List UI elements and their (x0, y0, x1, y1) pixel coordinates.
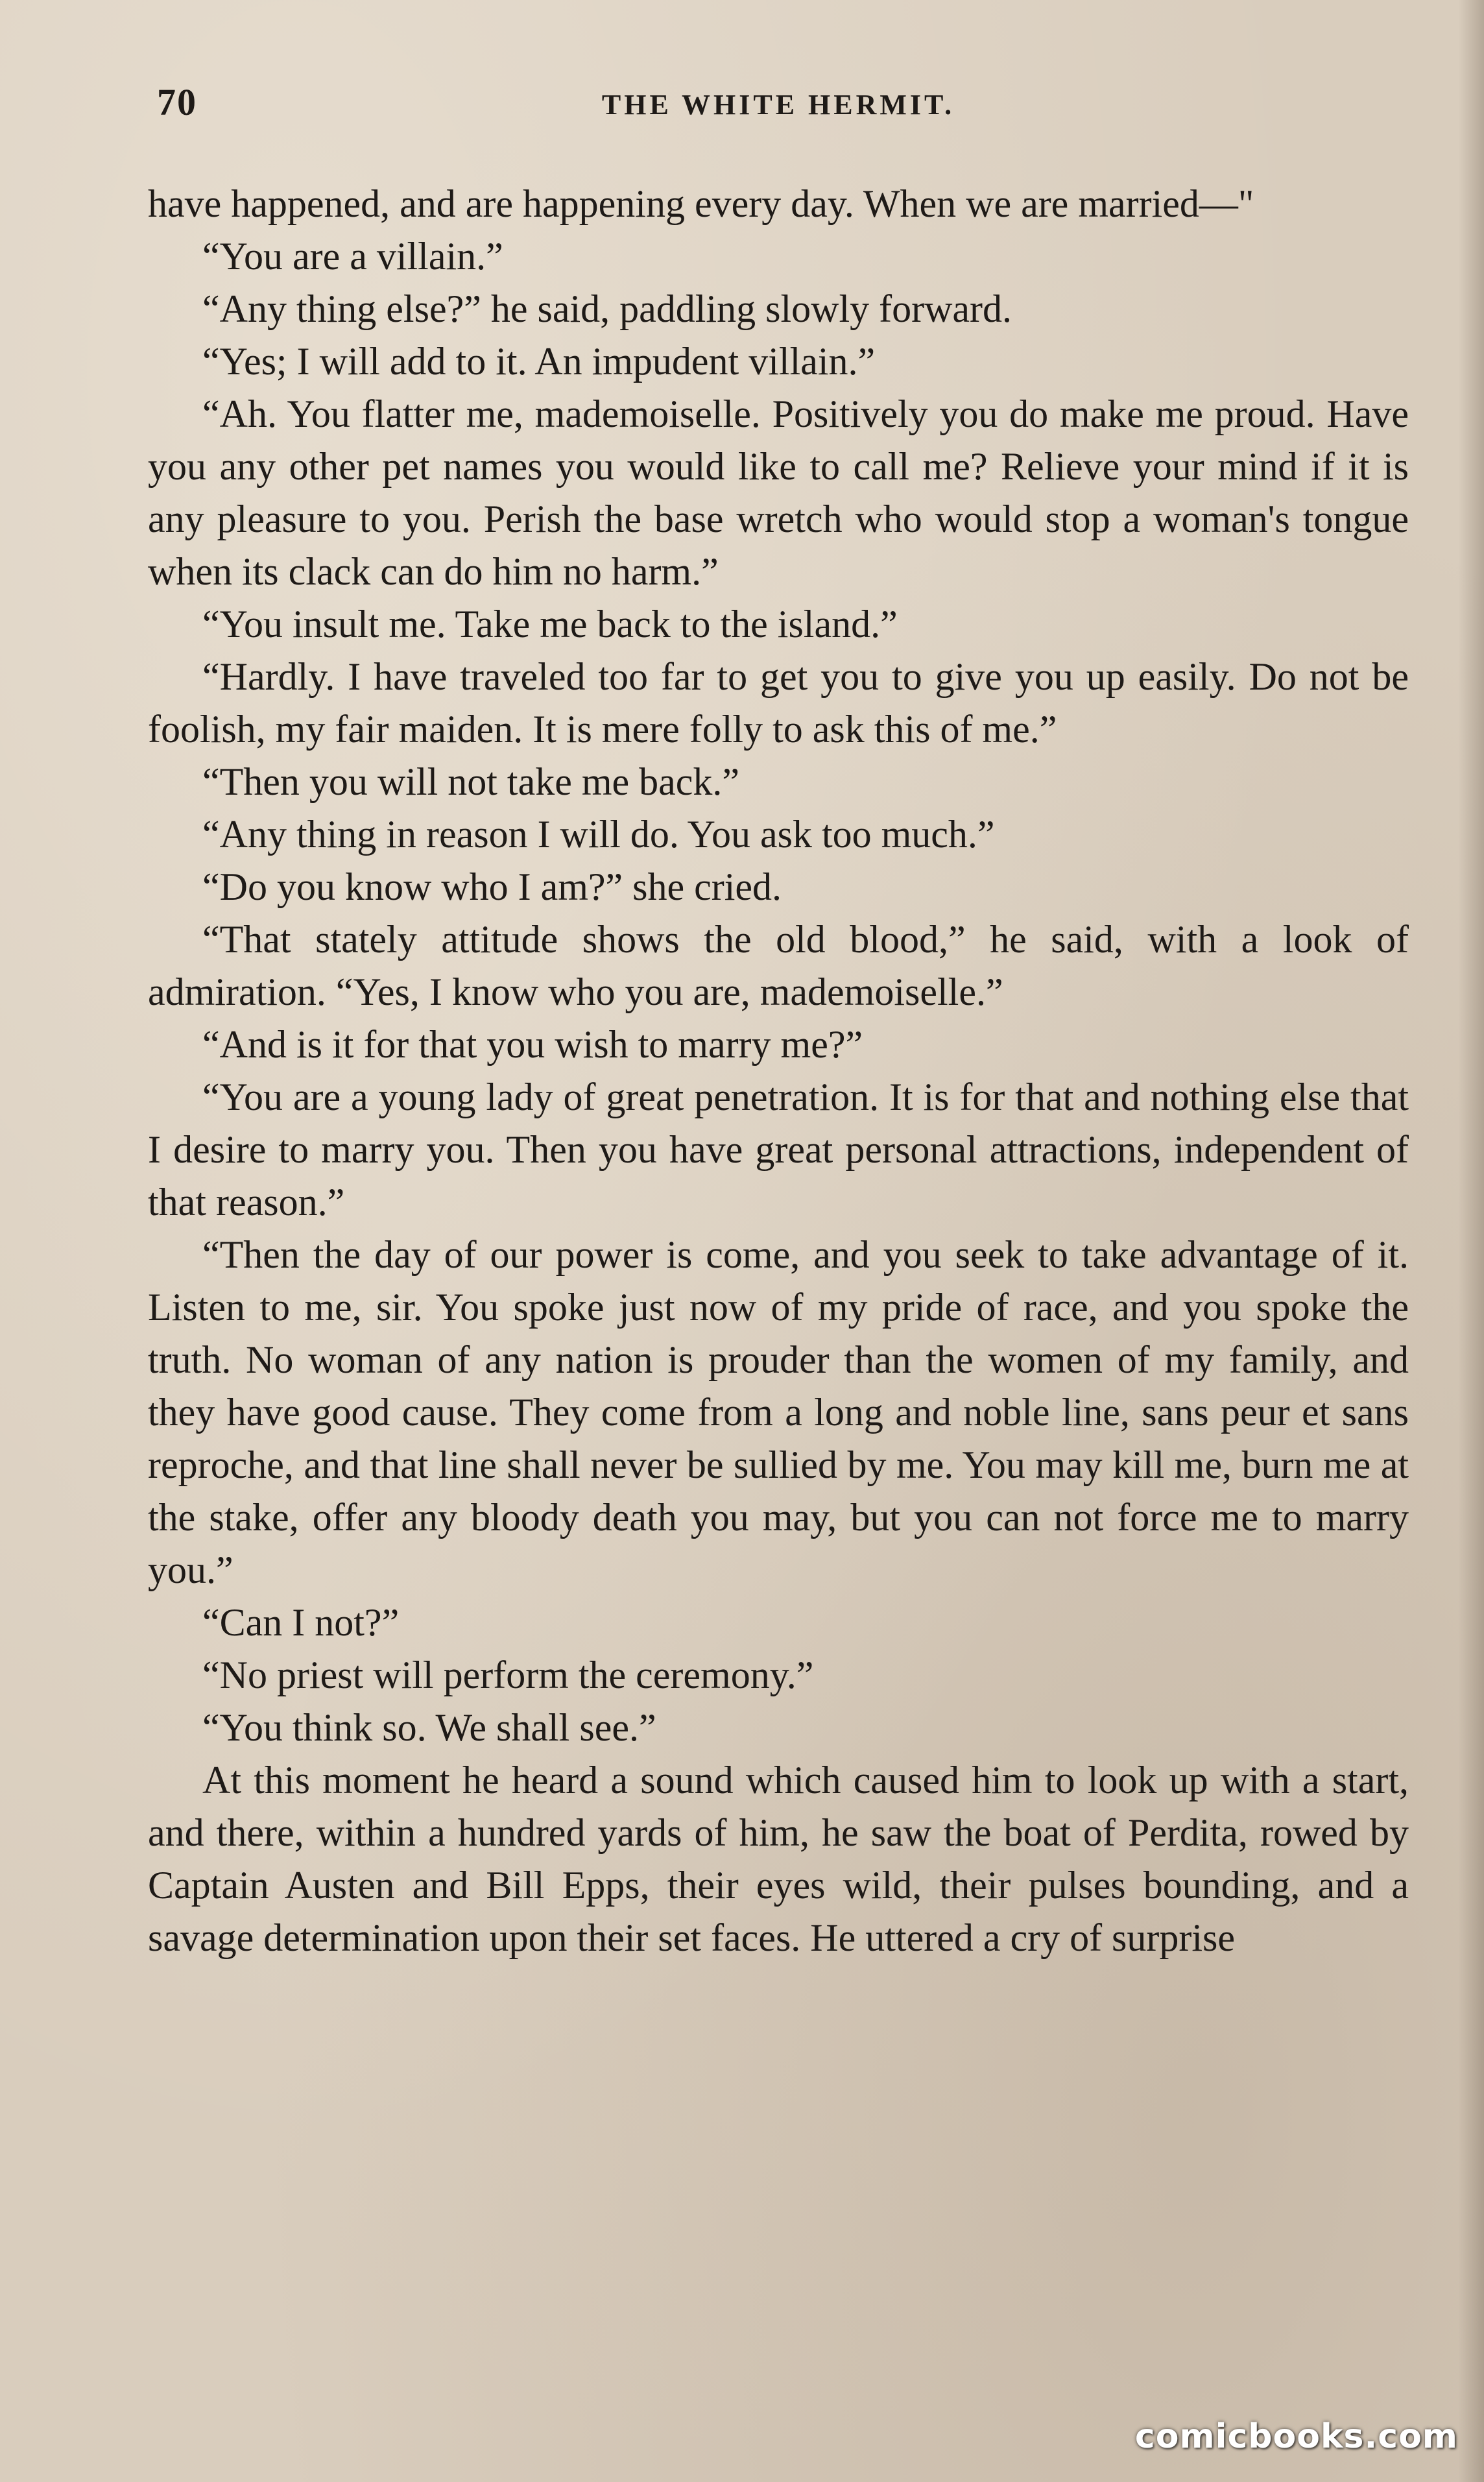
paragraph: “Then the day of our power is come, and you seek to take advantage of it. Listen to me, sir. You spoke just now of my pride of race, and you spoke the truth. No woman of any nation is prouder than the women of my family, and they have good cause. They come from a long and noble line, sans peur et sans reproche, and that line shall never be sullied by me. You may kill me, burn me at the stake, offer any bloody death you may, but you can not force me to marry you.” (148, 1233, 1409, 1591)
paragraph: “Any thing else?” he said, paddling slowly forward. (202, 287, 1012, 330)
running-head: THE WHITE HERMIT. (601, 89, 955, 121)
paragraph: “You are a young lady of great penetration. It is for that and nothing else that I desire to marry you. Then you have great personal attractions, independent of that reason.” (148, 1076, 1409, 1223)
paragraph: “Yes; I will add to it. An impudent villain.” (202, 340, 876, 383)
paragraph: “Then you will not take me back.” (202, 760, 740, 803)
paragraph: have happened, and are happening every day. When we are married—" (148, 182, 1254, 225)
paragraph: “You are a villain.” (202, 235, 503, 278)
watermark: comicbooks.com (1134, 2417, 1458, 2456)
paragraph: “That stately attitude shows the old blood,” he said, with a look of admiration. “Yes, I know who you are, mademoiselle.” (148, 918, 1409, 1013)
page-edge-shadow (1458, 0, 1484, 2482)
paragraph: “Ah. You flatter me, mademoiselle. Positively you do make me proud. Have you any other pet names you would like to call me? Relieve your mind if it is any pleasure to you. Perish the base wretch who would stop a woman's tongue when its clack can do him no harm.” (148, 392, 1409, 593)
paragraph: “You think so. We shall see.” (202, 1706, 656, 1749)
paragraph: “Do you know who I am?” she cried. (202, 865, 782, 908)
paragraph: “Can I not?” (202, 1601, 400, 1644)
paragraph: “Any thing in reason I will do. You ask too much.” (202, 813, 995, 856)
paragraph: At this moment he heard a sound which caused him to look up with a start, and there, within a hundred yards of him, he saw the boat of Perdita, rowed by Captain Austen and Bill Epps, their eyes wild, their pulses bounding, and a savage determination upon their set faces. He uttered a cry of surprise (148, 1759, 1409, 1959)
paragraph: “You insult me. Take me back to the island.” (202, 603, 898, 645)
page-number: 70 (157, 81, 197, 123)
paragraph: “Hardly. I have traveled too far to get you to give you up easily. Do not be foolish, my fair maiden. It is mere folly to ask this of me.” (148, 655, 1409, 751)
body-text (148, 178, 1409, 1964)
paragraph: “And is it for that you wish to marry me?” (202, 1023, 863, 1066)
page-header (149, 78, 1407, 130)
paragraph: “No priest will perform the ceremony.” (202, 1654, 814, 1696)
